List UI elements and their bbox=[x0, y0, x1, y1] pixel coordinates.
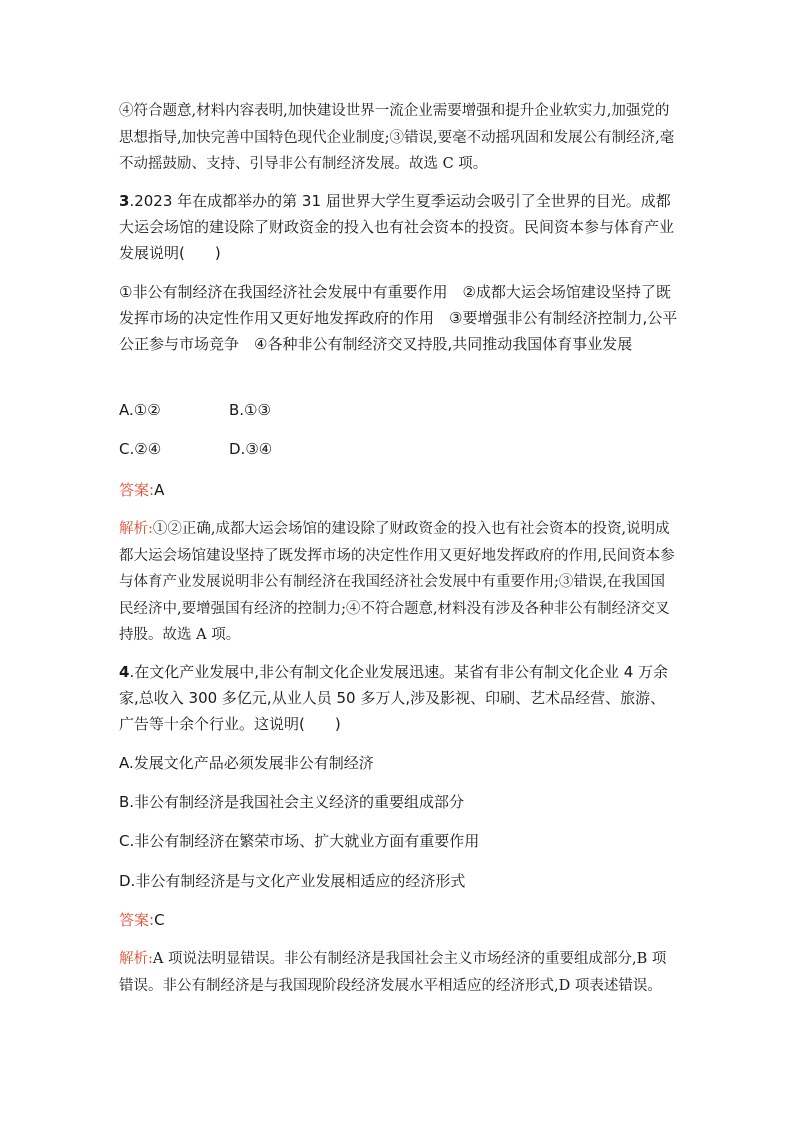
q4-option-d: D.非公有制经济是与文化产业发展相适应的经济形式 bbox=[119, 872, 466, 890]
q3-option-d: D.③④ bbox=[229, 440, 273, 458]
q4-answer-label: 答案: bbox=[119, 911, 155, 929]
q3-answer bbox=[119, 480, 679, 500]
q4-answer bbox=[119, 910, 679, 930]
q3-statements: ①非公有制经济在我国经济社会发展中有重要作用 ②成都大运会场馆建设坚持了既发挥市场的决定性作用又更好地发挥政府的作用 ③要增强非公有制经济控制力,公平公正参与市场竞争 ④各种非公有制经济交叉持股,共同推动我国体育事业发展 bbox=[119, 283, 678, 353]
q3-stem bbox=[119, 188, 679, 266]
q4-option-a: A.发展文化产品必须发展非公有制经济 bbox=[119, 754, 374, 772]
q3-explanation-label: 解析: bbox=[119, 521, 153, 537]
q3-options-row1 bbox=[119, 400, 679, 420]
q4-explanation-label: 解析: bbox=[119, 951, 153, 967]
q4-number: 4 bbox=[119, 663, 130, 681]
q3-option-a: A.①② bbox=[119, 401, 161, 419]
q3-stem-text: .2023 年在成都举办的第 31 届世界大学生夏季运动会吸引了全世界的目光。成都大运会场馆的建设除了财政资金的投入也有社会资本的投资。民间资本参与体育产业发展说明( ) bbox=[119, 192, 675, 262]
q4-answer-value: C bbox=[154, 911, 165, 929]
q3-options-row2 bbox=[119, 439, 679, 459]
q4-explanation-text: A 项说法明显错误。非公有制经济是我国社会主义市场经济的重要组成部分,B 项错误。非公有制经济是与我国现阶段经济发展水平相适应的经济形式,D 项表述错误。 bbox=[119, 951, 667, 994]
q3-number: 3 bbox=[119, 192, 130, 210]
q3-option-c: C.②④ bbox=[119, 440, 162, 458]
q3-explanation bbox=[119, 516, 679, 649]
q4-option-c: C.非公有制经济在繁荣市场、扩大就业方面有重要作用 bbox=[119, 832, 480, 850]
q4-option-b: B.非公有制经济是我国社会主义经济的重要组成部分 bbox=[119, 793, 465, 811]
q4-stem-text: .在文化产业发展中,非公有制文化企业发展迅速。某省有非公有制文化企业 4 万余家,总收入 300 多亿元,从业人员 50 多万人,涉及影视、印刷、艺术品经营、旅游、广告等十余个行业。这说明( ) bbox=[119, 663, 669, 733]
q4-stem bbox=[119, 659, 679, 737]
q2-explanation-continued: ④符合题意,材料内容表明,加快建设世界一流企业需要增强和提升企业软实力,加强党的思想指导,加快完善中国特色现代企业制度;③错误,要毫不动摇巩固和发展公有制经济,毫不动摇鼓励、支持、引导非公有制经济发展。故选 C 项。 bbox=[119, 103, 675, 172]
q3-explanation-text: ①②正确,成都大运会场馆的建设除了财政资金的投入也有社会资本的投资,说明成都大运会场馆建设坚持了既发挥市场的决定性作用又更好地发挥政府的作用,民间资本参与体育产业发展说明非公有制经济在我国经济社会发展中有重要作用;③错误,在我国国民经济中,要增强国有经济的控制力;④不符合题意,材料没有涉及各种非公有制经济交叉持股。故选 A 项。 bbox=[119, 521, 675, 643]
q4-explanation bbox=[119, 946, 679, 999]
q3-answer-value: A bbox=[154, 481, 165, 499]
q3-answer-label: 答案: bbox=[119, 481, 155, 499]
q3-option-b: B.①③ bbox=[229, 401, 271, 419]
